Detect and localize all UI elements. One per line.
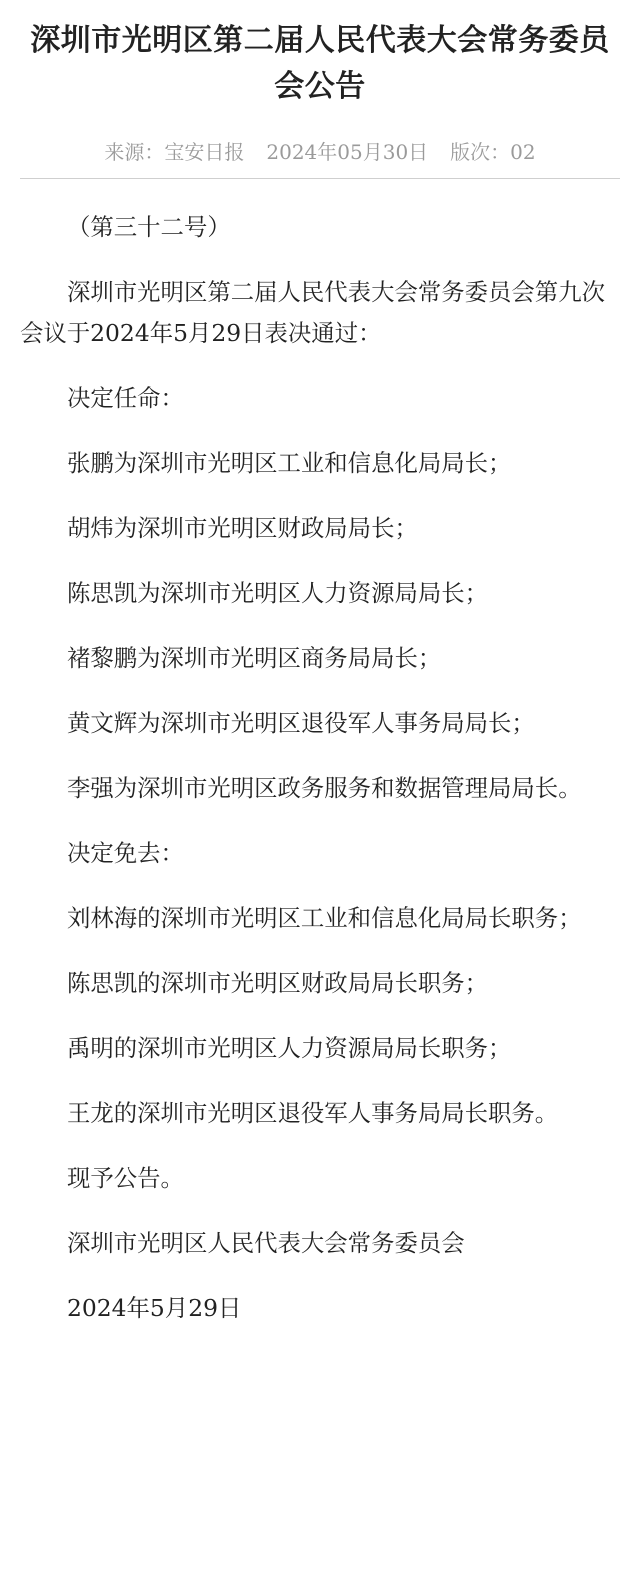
paragraph-removal: 禹明的深圳市光明区人力资源局局长职务； <box>67 1034 512 1062</box>
paragraph-appointment: 胡炜为深圳市光明区财政局局长； <box>67 514 418 542</box>
paragraph-removal: 刘林海的深圳市光明区工业和信息化局局长职务； <box>67 904 582 932</box>
paragraph-removal-heading: 决定免去： <box>67 839 184 867</box>
paragraph-appointment: 褚黎鹏为深圳市光明区商务局局长； <box>67 644 442 672</box>
publish-date: 2024年05月30日 <box>266 140 429 164</box>
paragraph-removal: 王龙的深圳市光明区退役军人事务局局长职务。 <box>67 1099 559 1127</box>
paragraph-resolution: 深圳市光明区第二届人民代表大会常务委员会第九次会议于2024年5月29日表决通过： <box>20 278 605 347</box>
notice-number: （第三十二号） <box>67 213 231 241</box>
edition-label: 版次：02 <box>450 140 536 164</box>
paragraph-appointment: 陈思凯为深圳市光明区人力资源局局长； <box>67 579 489 607</box>
article-meta <box>20 138 620 166</box>
article-title: 深圳市光明区第二届人民代表大会常务委员会公告 <box>30 23 610 104</box>
paragraph-announcement: 现予公告。 <box>67 1164 184 1192</box>
paragraph-removal: 陈思凯的深圳市光明区财政局局长职务； <box>67 969 489 997</box>
paragraph-appointment: 张鹏为深圳市光明区工业和信息化局局长； <box>67 449 512 477</box>
source-label: 来源：宝安日报 <box>104 140 245 164</box>
paragraph-appointment: 李强为深圳市光明区政务服务和数据管理局局长。 <box>67 774 582 802</box>
paragraph-appointment: 黄文辉为深圳市光明区退役军人事务局局长； <box>67 709 535 737</box>
title-divider <box>20 178 620 179</box>
signature-organization: 深圳市光明区人民代表大会常务委员会 <box>67 1229 465 1257</box>
paragraph-appoint-heading: 决定任命： <box>67 384 184 412</box>
article-body <box>20 207 620 1329</box>
signature-date: 2024年5月29日 <box>67 1294 242 1322</box>
article <box>20 0 620 1329</box>
